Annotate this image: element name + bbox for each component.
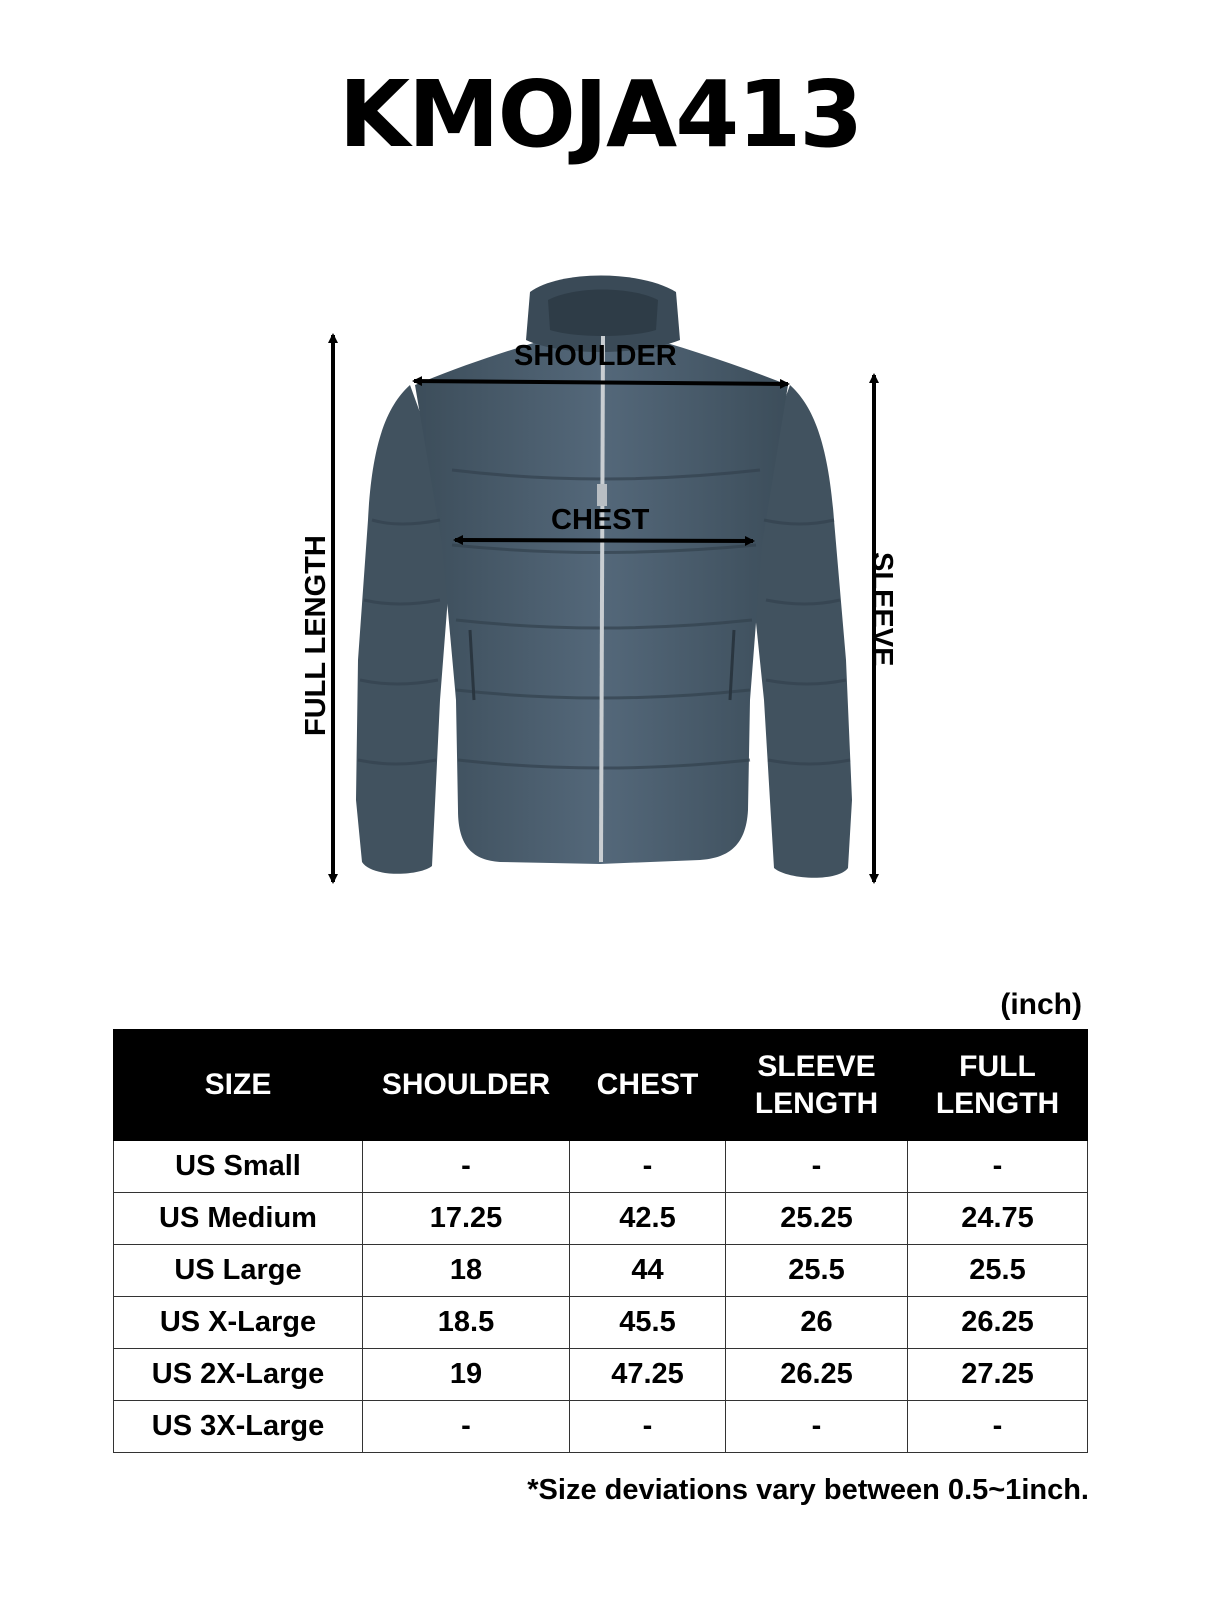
header-sleeve-length: SLEEVE LENGTH [726,1030,908,1141]
sleeve-cell: 26 [726,1297,908,1349]
unit-label: (inch) [1000,988,1082,1021]
length-cell: 26.25 [908,1297,1088,1349]
shoulder-cell: 18 [363,1245,570,1297]
table-row [114,1401,1088,1453]
size-cell: US X-Large [114,1297,363,1349]
length-cell: 25.5 [908,1245,1088,1297]
shoulder-label: SHOULDER [514,340,677,372]
table-row [114,1193,1088,1245]
length-cell: 24.75 [908,1193,1088,1245]
table-header-row [114,1030,1088,1141]
header-shoulder: SHOULDER [363,1030,570,1141]
table-row [114,1245,1088,1297]
chest-label: CHEST [551,504,650,536]
size-cell: US Large [114,1245,363,1297]
sleeve-cell: 26.25 [726,1349,908,1401]
length-cell: 27.25 [908,1349,1088,1401]
chest-cell: 47.25 [570,1349,726,1401]
header-full-length: FULL LENGTH [908,1030,1088,1141]
chest-arrow [455,540,753,541]
product-code-title: KMOJA413 [338,61,862,168]
table-row [114,1349,1088,1401]
sleeve-label: SLEEVE [866,552,898,667]
shoulder-cell: - [363,1401,570,1453]
length-cell: - [908,1141,1088,1193]
sleeve-cell: - [726,1401,908,1453]
shoulder-cell: 17.25 [363,1193,570,1245]
size-cell: US Small [114,1141,363,1193]
table-row [114,1141,1088,1193]
zipper-pull [597,484,607,506]
chest-cell: 44 [570,1245,726,1297]
full-length-label: FULL LENGTH [300,535,332,736]
table-row [114,1297,1088,1349]
chest-cell: 45.5 [570,1297,726,1349]
chest-cell: - [570,1141,726,1193]
size-cell: US 2X-Large [114,1349,363,1401]
sleeve-cell: - [726,1141,908,1193]
size-deviation-note: *Size deviations vary between 0.5~1inch. [527,1474,1089,1506]
sleeve-cell: 25.25 [726,1193,908,1245]
size-cell: US 3X-Large [114,1401,363,1453]
sleeve-cell: 25.5 [726,1245,908,1297]
zipper-line [601,336,603,862]
header-chest: CHEST [570,1030,726,1141]
chest-cell: 42.5 [570,1193,726,1245]
shoulder-cell: 19 [363,1349,570,1401]
size-chart-table [113,1029,1088,1453]
length-cell: - [908,1401,1088,1453]
shoulder-cell: - [363,1141,570,1193]
shoulder-cell: 18.5 [363,1297,570,1349]
chest-cell: - [570,1401,726,1453]
size-cell: US Medium [114,1193,363,1245]
header-size: SIZE [114,1030,363,1141]
